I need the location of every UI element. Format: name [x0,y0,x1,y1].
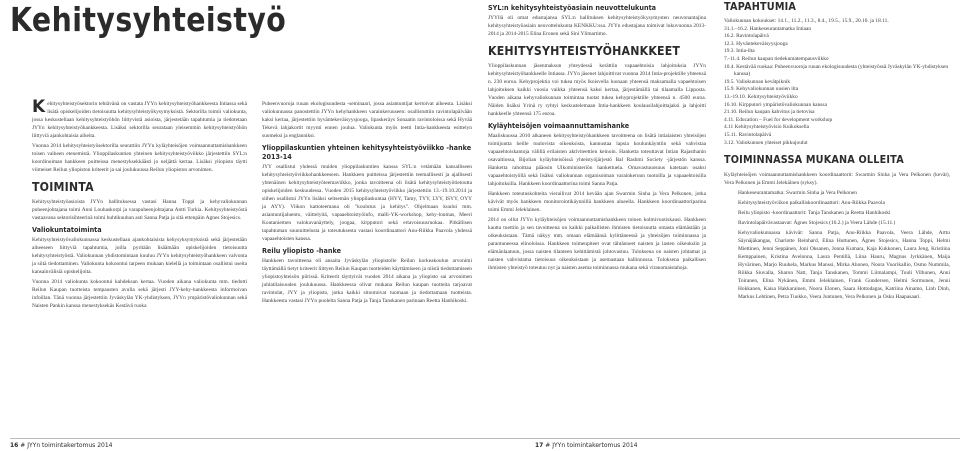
list-item: 3.12. Valiokunnen yhteiset pikkujoulut [724,139,808,146]
list-item: Valiokunnan kokoukset: 14.1., 11.2., 11.3., 8.4., 19.5., 15.9., 20.10. ja 18.11. [724,18,889,24]
list-item: 4.11. Education – Fuel for development workshop [724,116,833,123]
paragraph: Kehitysyhteistyöasioista JYYn hallituksessa vastasi Hanna Toppi ja kehyvaliokunnan puheenjohtajana toimi Anni Louhaskorpi ja varapuheenjohtajana Antti Turkia. Kehitysyhteistyöstä vastaavana sektorisihteerinä toimi huhtikuuhun asti Sanna Patja ja sitä ettenpäin Agnes Stojesics. [32,199,247,221]
footer-title: JYYn toimintakertomus 2014 [27,442,113,449]
paragraph: Kehitysyhteistyövaliokunnassa keskustellaan ajankohtaisista kehysyksymyksistä sekä järjestetään aiheeseen liittyviä tapahtumia, joilla pyritään lisäämään opiskelijoiden tietoisuutta kehitysyhteistyöstä. Valiokunnan yhdistomintaan kuuluu JYYn kehitysyhteistyöhankkeen valvonta ja siitä tiedottaminen. Valiokunta kokoontui tarpeen mukaan kielellä ja toimintaan osallistui useita kansainvälisiä opiskelijoita. [32,237,247,275]
column-1 [32,97,247,312]
footer-title: JYYn toimintakertomus 2014 [552,442,638,449]
subheading-viikko: Ylioppilaskuntien yhteinen kehitysyhteistyöviikko -hanke 2013-14 [262,143,472,161]
page-title: Kehitysyhteistyö [10,0,287,39]
page-number: 16 [10,442,19,449]
list-item: 15.11. Ravintolapäivä [724,131,772,138]
column-2 [262,100,472,307]
footer-left [10,438,480,451]
paragraph: Hankeseurantamatka: Swarmin Sinha ja Vera Pelkonen [738,190,857,197]
column-4 [724,0,950,303]
subheading-valiokunta: Valiokuntatoiminta [32,225,102,234]
paragraph: 2014 on ollut JYYn kyläyhteisöjen voimaannuttamishankkeen toinen kolmivuotiskausi. Hankkeen kautta tuettiin ja sen tavoitteena on kaikki paikallisten ihmisten tietoisuutta omasta elämästään ja oikeuksistaan. Tämä näkyy mm. omaan elämäänsä kylittäneessä ja yhteisöjen toiminnassa ja parantuneessa elinoloissa. Hankkeen toimenpiteet ovat tähtänneet naisten ja lasten oikeuksiin ja elämänlaatuun, jossa naisten tilanteen kehittämistä johtovastuu. Tuloksena on naisten johtamat ja naisten vahvistama tietoisuus oikeuksistaan ja asemastaan hallinnossa. Tuloksena paikallisen ihmisten yhteistyö toteutuu nyt ja naisten asema toiminnassa mukana sekä viranomaistahoja. [488,217,706,271]
paragraph: Vuonna 2014 valiokunta kokoontui kahdeksan kertaa. Vuoden aikana valiokunta mm. tiedotti Reilun Kaupan tuotteista tempausten avulla sekä järjesti JYY-kehy-hankkeesta informoivan infoillan. Tänä vuonna järjestettiin Jyväskylän YK-yhdistyksen, JYYn ympäristövaliokunnan sekä Naisten Pankin kanssa menestyksekäs Kestävä ruoka [32,279,247,309]
paragraph: Vuonna 2014 kehitysyhteistyösektorilla seurattiin JYYn kyläyhteisöjen voimaannuttamishankkeen toisen vaiheen etenemistä. Ylioppilaskuntien yhteinen kehitysyhteistyöviikko järjestettiin SYL:n koordinoiman hankkeen puitteissa menestyksekkäästi jo neljättä kertaa. Lisäksi yliopisto täytti viimeiset Reilun yliopiston kriteerit ja sai joulukuussa Reilun yliopiston arvonimen. [32,143,247,173]
paragraph: JYY osallistui yhdessä muiden ylioppilaskuntien kanssa SYL:n vetämään kansalliseen kehitysyhteistyöviikkohankkeeseen. Hankkeen puitteissa järjestettiin teemallisesti ja ajallisesti yhtenäinen kehitysyhteistyöteemaviikko, jonka tavoitteena oli lisätä kehitysyhteistyötietoutta opiskelijoiden keskuudessa. Vuoden 2015 kehitysyhteistyöviikko järjestettiin 13.-19.10.2014 ja siihen osallistui JYYn lisäksi seitsemän ylioppilaskuntaa (HYY, Tamy, TYY, LYY, ISYY, OYY ja AYY). Viikon kattoteemana oli "koulutus ja kehitys". Ohjelmaan kuului mm. asiantuntijaluento, väittelyitä, vapaaehtoistyöinfo, malli-YK-workshop, kehy-loumas, Meeri Koutaniemen valokuvanäyttely, joogaa, kirpputori sekä ertavoisuusruokaa. Pitkällisen tapahtuman suunnittelusta ja toteutuksesta vastasi koordinaattori Anu-Riikka Paavola yhdessä vapaaehtoisten kanssa. [262,164,472,242]
list-item: 16.2. Ravintolapäivä [724,33,769,40]
paragraph: JYYllä oli omat edustajansa SYL:n hallituksen kehitysyhteistyökysymysten neuvonantajina kehitysyhteistyöasiain neuvottelukunta KENKKU:ssa. JYYn edustajana toimivat lukuvuonna 2013-2014 ja 2014-2015 Elina Eronen sekä Sini Ylimartimo. [488,15,706,37]
paragraph: Hankkeen toteutuskohteita vierailivat 2014 kevään ajan Swarmin Sinha ja Vera Pelkonen, jotka kävivät myös hankkeen monitorointikäynnillä hankkeen alueella. Hankkeen koordinaattoriparina toimi Emmi Jeleklainen. [488,191,706,213]
paragraph: Reilu yliopisto -koordinaattorit: Tanja Tanskanen ja Reetta Hanhikoski [738,210,891,217]
section-heading-hankkeet: KEHITYSYHTEISTYÖHANKKEET [488,43,681,58]
paragraph: Kehyvaliokunnassa kävivät: Sanna Patja, Anu-Riikka Paavola, Veera Lähde, Arttu Säynäjäkangas, Charlotte Reinhard, Elina Huttunen, Ágnes Stojesics, Hanna Toppi, Helmi Miettinen, Jenni Seppänen, Joni Oksanen, Jonna Kumara, Kaja Kukkonen, Laura Jeng, Kristiina Kemppainen, Kristina Avelonna, Laura Pentillä, Liina Hauru, Magnus Jyrkkänen, Maija Hyvärinen, Marjo Ruuhela, Markus Manssi, Mirka Ahonen, Noora Vuorikallio, Osmo Nummila, Riikka Siuvalla, Sharon Natt, Tanja Tanskanen, Tommi Liimalampi, Tuuli Vilhunen, Anni Toiranen, Elina Nykänen, Emmi Jeleklainen, Frank Gundersen, Helmi Sormunen, Jenni Hokkanen, Kaisa Hakkarainen, Noora Elonen, Saara Hottodagas, Katriina Ainamo, Linh Dinh, Markus Lehtinen, Petra Tuokko, Veera Juntunen, Vera Pelkonen ja Osku Haapasaari. [738,230,950,301]
list-item: 12.3. Hyväntekeväisyysjooga [724,40,788,47]
list-item: 21.10. Reilun kaupan kahvitus ja tietovisa [724,109,815,116]
subheading-syl: SYL:n kehitysyhteistyöasiain neuvottelukunta [488,3,657,12]
paragraph: Maaliskuussa 2010 alkaneen kehitysyhteistyöhankkeen tavoitteena on lisätä intialaisten yhteisöjen toimijuutta heille tuulovista oikeuksista, kannustaa lapsia koulunkäyntiin sekä vahvistaa vapaaehtoiskantoja välillä erilaisten aktiviteettien keinoin. Hanketta toteuttavat Intian Rajasthanin osavaltiossa, Bijolian kyläyhteisöissä yhteistyöjärjestö Bal Rashmi Society -järjestön kanssa. Hanketta rahoittaa pääosin Ulkoministeriön hankettuela. Omavastuuosuus katetaan osaksi vapaaehtoistyöllä sekä lisäksi valiokunnan organisoiman varainkeruun tuotoilla ja vapaaehtoisilla lahjoituksilla. Hankkeen koordinaattorina toimi Sanna Patja. [488,133,706,187]
list-item: 13.-19.10. Kehitysyhteistyöviikko [724,93,798,100]
section-heading-tapahtumia: TAPAHTUMIA [724,0,797,13]
intro-paragraph: Kehitysyhteistyösektorin tehtävänä on vastata JYYn kehitysyhteistyöhankkeesta Intiassa sekä lisätä opiskelijoiden tietoisuutta kehitysyhteistyökysymyksistä. Sektorilla toimii valiokunta, jossa keskustellaan kehitysyhteistyöhön liittyvistä asioista, järjestetään tapahtumia ja tiedotetaan JYYn kehitysyhteistyöhankkeesta. Lisäksi sektorilla seurataan yleisemmin kehitysyhteistyöhön liittyviä ajankohtaisia aiheita. [32,97,247,139]
list-item: 19.5. Valiokunnan kevätpiknik [724,78,791,85]
subheading-kyla: Kyläyhteisöjen voimaannuttamishanke [488,121,630,130]
list-item: 15.9. Kehyvaliokunnan uusien ilta [724,86,799,93]
page-number: 17 [535,442,544,449]
events-list [724,18,950,147]
list-item: 4.11 Kehitysyhteistyövisio Kuikoksella [724,124,809,131]
section-heading-mukana: TOIMINNASSA MUKANA OLLEITA [724,153,904,167]
footer [0,438,960,451]
hash-icon: # [20,442,26,449]
hash-icon: # [545,442,551,449]
list-item: 19.3. Intia-ilta [724,48,755,55]
paragraph: Puheenvuoroja ruuan ekologisuudesta -seminaari, jossa asiantuntijat kertoivat aiheesta. Lisäksi valiokunnassa panostettiin JYYn kehyhankkeen varainkeruuseen: osallistuttiin ravintolapäivään kaksi kertaa, järjestettiin hyväntekeväisyysjooga, lipaskeräys Sonaatin ravintoloissa sekä Hyvää Tekevä lahjakortit myynti ennen joulua. Valiokunta myös teetti Intia-hankkeesta esittelyn suomeksi ja englanniksi. [262,101,472,139]
paragraph: Ylioppilaskunnan jäsenmaksun yhteydessä kerättiin vapaaehtoisia lahjoituksia JYYn kehitysyhteistyöhankkeelle Intiassa. JYYn jäsenet lahjoittivat vuonna 2014 Intia-projektille yhteensä n. 230 euroa. Kehyprojektia voi tukea myös lkoisvella luonaan yhteensä maksamalla vapaehtoisen lahjoituksen kaikki vuosia vaikka yhteensä kaksi kertaa, järjestämällä tai tilaamalla Lipposta. Vuoden aikana kehyvaliokunnan toimintaa tuotat tukea kehyprojektille yhteensä n. 4500 euroa. Näiden lisäksi Yrinä ry ryhtyi keskustelemaan Intia-hankkeen koulausilahjoittajaksi ja lahjoitti hankkeelle yhteensä 175 euroa. [488,63,706,117]
paragraph: Hankkeen tavoitteena oli ansaita Jyväskylän yliopistolle Reilun korkeakoulun arvonimi täyttämällä tietyt kriteerit liittyen Reilun Kaupan tuotteiden käyttämiseen ja niistä tiedottamiseen yliopistoyhteisön piirissä. Kriteerit täyttyivät vuoden 2014 aikana ja yliopisto sai arvonimen juhlatilaisuuden joulukuussa. Hankkeessa olivat mukana Reilun kaupan tuotteita tarjoavat ravintolat, JYY ja yliopisto, jotka kaikki sitoutuivat tuomaan ja tiedottamaan tuotteista. Hankkeesta vastasi JYYn puolelta Sanna Patja ja Tanja Tanskanen parinaan Reetta Hanhikoski. [262,258,472,304]
paragraph: Kehitysyhteistyöviikon paikalliskoordinaattori: Anu-Riikka Paavola [738,200,885,207]
subheading-reilu: Reilu yliopisto -hanke [262,246,342,255]
list-item: 31.1.–16.2. Hankeseurantamatka Intiaan [724,25,812,32]
list-item: 7.-11.4. Reilun kaupan tiedekuntatempausviikko [724,55,829,62]
section-heading-toiminta: TOIMINTA [32,179,94,194]
column-3 [488,0,706,274]
footer-right [480,438,960,451]
list-item: 10.4. Kestävää ruokaa: Puheenvuoroja ruuan ekologisuudesta (yhteistyössä Jyväskylän YK-yhdistyksen kanssa) [724,63,949,78]
list-item: 16.10. Kirpputori ympäristövaliokunnan kanssa [724,101,827,108]
paragraph: Ravintolapäivävastaavat: Ágnes Stojesics (16.2.) ja Veera Lähde (15.11.) [738,220,896,227]
paragraph: Kyläyhteisöjen voimaannuttamishankkeen koordinaattorit: Swarmin Sinha ja Vera Pelkonen (kevät), Vera Pelkonen ja Emmi Jelekäinen (syksy). [724,172,950,187]
